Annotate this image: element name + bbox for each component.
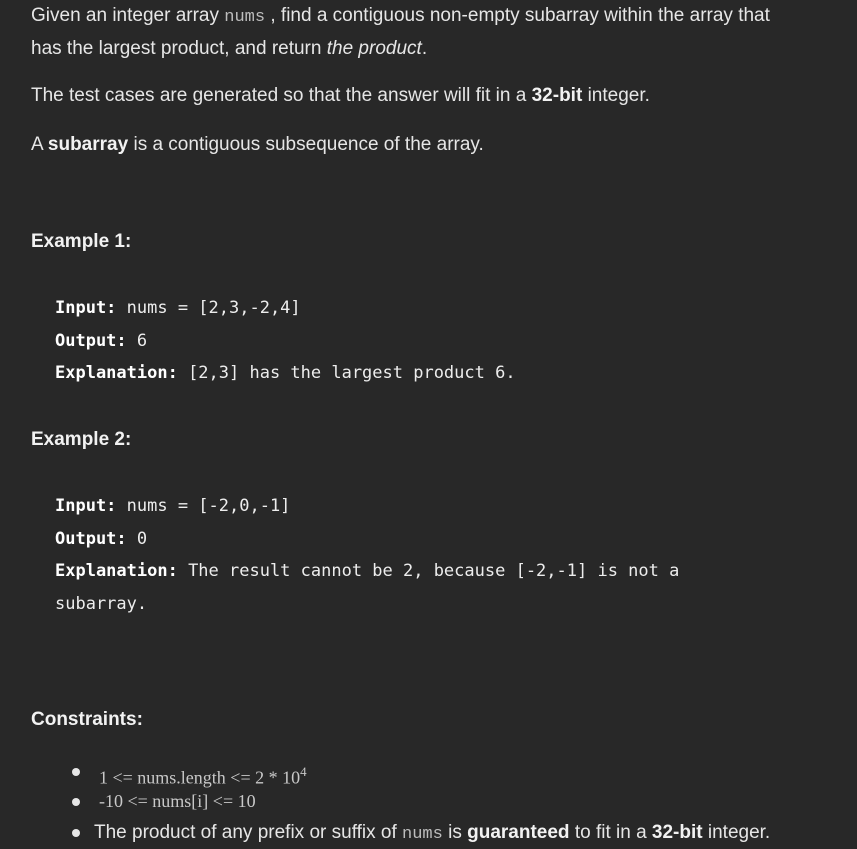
intro-paragraph-3	[31, 129, 831, 160]
explanation-label: Explanation:	[55, 363, 178, 383]
intro-text: integer.	[582, 85, 650, 106]
example-2-block	[55, 490, 679, 620]
constraint-item-2	[99, 786, 256, 817]
example-2-title: Example 2:	[31, 429, 132, 450]
intro-text: has the largest product, and return	[31, 38, 327, 59]
inline-code-nums: nums	[402, 825, 443, 844]
constraint-2-text: -10 <= nums[i] <= 10	[99, 791, 256, 811]
inline-code-nums: nums	[224, 8, 266, 27]
input-label: Input:	[55, 496, 117, 516]
example-1-block	[55, 292, 516, 390]
bold-32-bit: 32-bit	[531, 85, 583, 106]
intro-paragraph-2	[31, 80, 831, 111]
example-1-title: Example 1:	[31, 231, 132, 252]
constraint-3-text: The product of any prefix or suffix of	[94, 822, 403, 843]
constraint-1-text: 1 <= nums.length <= 2 * 10	[99, 767, 301, 788]
bold-guaranteed: guaranteed	[467, 822, 570, 843]
constraint-1-exponent: 4	[300, 764, 307, 779]
intro-text: is a contiguous subsequence of the array.	[128, 134, 484, 155]
constraint-3-text: to fit in a	[569, 822, 652, 843]
intro-text: .	[421, 38, 428, 59]
input-value: nums = [2,3,-2,4]	[116, 298, 301, 318]
output-label: Output:	[55, 330, 127, 351]
output-label: Output:	[55, 528, 127, 549]
input-label: Input:	[55, 298, 117, 318]
explanation-value: The result cannot be 2, because [-2,-1] is not a	[177, 561, 680, 581]
output-value: 6	[126, 330, 148, 351]
bold-32-bit: 32-bit	[651, 822, 703, 843]
intro-text: Given an integer array	[31, 5, 225, 26]
output-value: 0	[126, 528, 148, 549]
bullet-icon	[72, 798, 80, 806]
bold-subarray: subarray	[47, 134, 129, 155]
intro-paragraph-1	[31, 0, 831, 64]
constraint-3-text: integer.	[702, 822, 771, 843]
constraints-title: Constraints:	[31, 709, 143, 730]
input-value: nums = [-2,0,-1]	[116, 496, 291, 516]
explanation-label: Explanation:	[55, 561, 178, 581]
bullet-icon	[72, 829, 80, 837]
intro-text: , find a contiguous non-empty subarray within the array that	[265, 5, 770, 26]
intro-text: The test cases are generated so that the answer will fit in a	[31, 85, 532, 106]
bullet-icon	[72, 768, 80, 776]
intro-text: A	[31, 134, 48, 155]
constraint-3-text: is	[442, 822, 468, 843]
explanation-value: [2,3] has the largest product 6.	[177, 363, 516, 383]
emphasis-the-product: the product	[326, 38, 422, 59]
explanation-value-continued: subarray.	[55, 593, 148, 614]
constraint-item-3	[94, 817, 770, 849]
